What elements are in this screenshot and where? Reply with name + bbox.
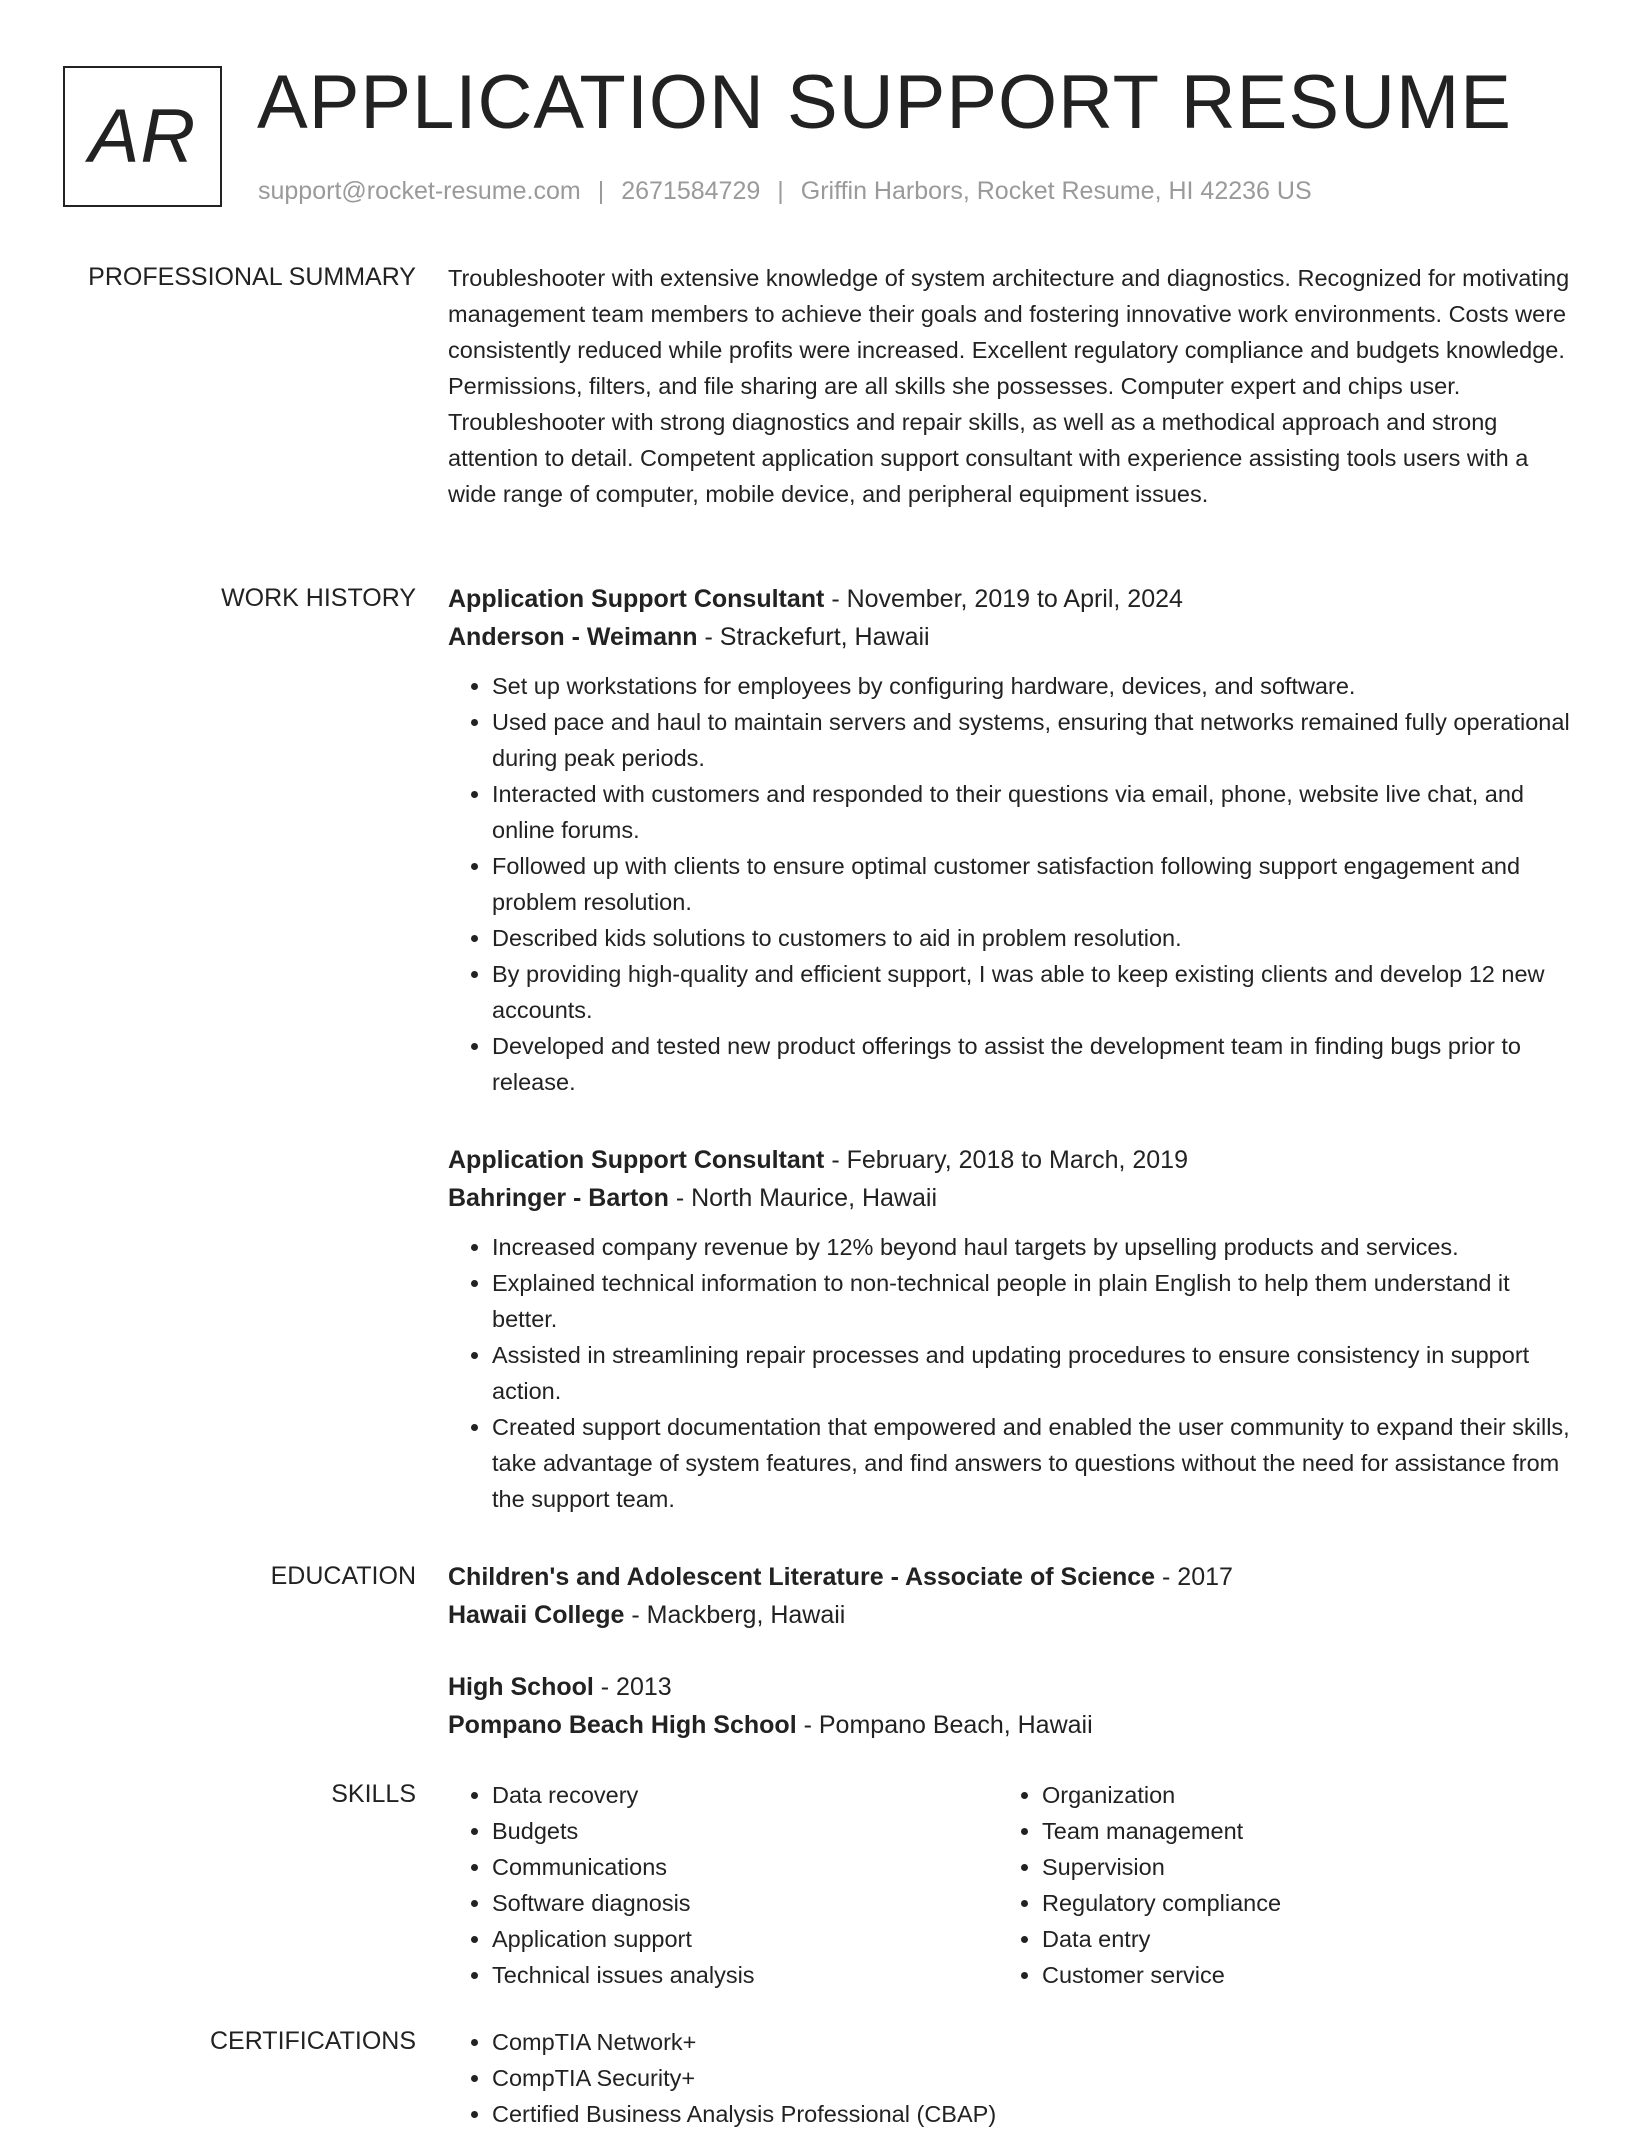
list-item: • Explained technical information to non-technical people in plain English to help them understand it better. <box>492 1265 1570 1337</box>
summary-section <box>448 260 1570 512</box>
certifications-section <box>448 2024 1570 2132</box>
job-location: - Strackefurt, Hawaii <box>704 623 930 651</box>
education-school-line <box>448 1596 1570 1634</box>
list-item: • Set up workstations for employees by configuring hardware, devices, and software. <box>492 668 1570 704</box>
education-school: Pompano Beach High School <box>448 1711 797 1739</box>
list-item: • Increased company revenue by 12% beyond haul targets by upselling products and services. <box>492 1229 1570 1265</box>
list-item: • Regulatory compliance <box>1042 1885 1498 1921</box>
list-item: • Data entry <box>1042 1921 1498 1957</box>
list-item: • By providing high-quality and efficient support, I was able to keep existing clients and develop 12 new accounts. <box>492 956 1570 1028</box>
list-item: • CompTIA Network+ <box>492 2024 1570 2060</box>
skills-section <box>448 1777 1570 1993</box>
list-item: • Software diagnosis <box>492 1885 998 1921</box>
job-location: - North Maurice, Hawaii <box>675 1184 937 1212</box>
resume-title: APPLICATION SUPPORT RESUME <box>257 60 1512 145</box>
job-title: Application Support Consultant <box>448 585 825 613</box>
education-year: - 2013 <box>600 1673 672 1701</box>
list-item: • Interacted with customers and responded to their questions via email, phone, website live chat, and online forums. <box>492 776 1570 848</box>
section-label-skills: SKILLS <box>331 1780 416 1808</box>
job-dates: - February, 2018 to March, 2019 <box>831 1146 1188 1174</box>
education-degree-line <box>448 1558 1570 1596</box>
section-label-summary: PROFESSIONAL SUMMARY <box>88 263 416 291</box>
job-dates: - November, 2019 to April, 2024 <box>831 585 1183 613</box>
job-title-line <box>448 1141 1570 1179</box>
job-company-line <box>448 618 1570 656</box>
list-item: • Certified Business Analysis Professional (CBAP) <box>492 2096 1570 2132</box>
list-item: • Technical issues analysis <box>492 1957 998 1993</box>
list-item: • Organization <box>1042 1777 1498 1813</box>
list-item: • Communications <box>492 1849 998 1885</box>
job-company-line <box>448 1179 1570 1217</box>
section-label-certifications: CERTIFICATIONS <box>209 2027 416 2055</box>
job-entry <box>448 580 1570 1100</box>
education-entry <box>448 1668 1570 1744</box>
list-item: • Customer service <box>1042 1957 1498 1993</box>
contact-phone: 2671584729 <box>621 177 761 205</box>
contact-line <box>258 174 1312 208</box>
job-company: Bahringer - Barton <box>448 1184 669 1212</box>
work-history-section <box>448 580 1570 1100</box>
list-item: • Budgets <box>492 1813 998 1849</box>
list-item: • Supervision <box>1042 1849 1498 1885</box>
education-entry <box>448 1558 1570 1634</box>
contact-separator: | <box>597 177 605 205</box>
list-item: • Described kids solutions to customers to aid in problem resolution. <box>492 920 1570 956</box>
education-degree-line <box>448 1668 1570 1706</box>
summary-text: Troubleshooter with extensive knowledge of system architecture and diagnostics. Recognized for motivating management team members to achieve their goals and fostering innovative work environments. Costs were consistently reduced while profits were increased. Excellent regulatory compliance and budgets knowledge. Permissions, filters, and file sharing are all skills she possesses. Computer expert and chips user. Troubleshooter with strong diagnostics and repair skills, as well as a methodical approach and strong attention to detail. Competent application support consultant with experience assisting tools users with a wide range of computer, mobile device, and peripheral equipment issues. <box>448 265 1570 507</box>
skills-list <box>998 1777 1498 1993</box>
skills-list <box>448 1777 998 1993</box>
education-school: Hawaii College <box>448 1601 625 1629</box>
section-label-education: EDUCATION <box>270 1562 416 1590</box>
list-item: • Created support documentation that empowered and enabled the user community to expand their skills, take advantage of system features, and find answers to questions without the need for assistance from the support team. <box>492 1409 1570 1517</box>
certifications-list <box>448 2024 1570 2132</box>
job-title-line <box>448 580 1570 618</box>
list-item: • Used pace and haul to maintain servers and systems, ensuring that networks remained fully operational during peak periods. <box>492 704 1570 776</box>
job-entry <box>448 1141 1570 1517</box>
skills-columns <box>448 1777 1570 1993</box>
job-bullets <box>448 1229 1570 1517</box>
job-title: Application Support Consultant <box>448 1146 825 1174</box>
list-item: • Application support <box>492 1921 998 1957</box>
education-location: - Pompano Beach, Hawaii <box>803 1711 1093 1739</box>
list-item: • Assisted in streamlining repair processes and updating procedures to ensure consistency in support action. <box>492 1337 1570 1409</box>
contact-address: Griffin Harbors, Rocket Resume, HI 42236 US <box>800 177 1312 205</box>
list-item: • Team management <box>1042 1813 1498 1849</box>
education-section <box>448 1558 1570 1634</box>
job-bullets <box>448 668 1570 1100</box>
list-item: • Developed and tested new product offerings to assist the development team in finding bugs prior to release. <box>492 1028 1570 1100</box>
skills-column-left <box>448 1777 998 1993</box>
monogram-logo: AR <box>63 66 222 207</box>
job-company: Anderson - Weimann <box>448 623 698 651</box>
list-item: • Data recovery <box>492 1777 998 1813</box>
education-school-line <box>448 1706 1570 1744</box>
skills-column-right <box>998 1777 1498 1993</box>
education-location: - Mackberg, Hawaii <box>631 1601 846 1629</box>
education-degree: Children's and Adolescent Literature - Associate of Science <box>448 1563 1156 1591</box>
contact-separator: | <box>777 177 784 205</box>
education-degree: High School <box>448 1673 594 1701</box>
section-label-work-history: WORK HISTORY <box>221 584 416 612</box>
education-year: - 2017 <box>1162 1563 1233 1591</box>
contact-email: support@rocket-resume.com <box>258 177 581 205</box>
list-item: • CompTIA Security+ <box>492 2060 1570 2096</box>
list-item: • Followed up with clients to ensure optimal customer satisfaction following support engagement and problem resolution. <box>492 848 1570 920</box>
